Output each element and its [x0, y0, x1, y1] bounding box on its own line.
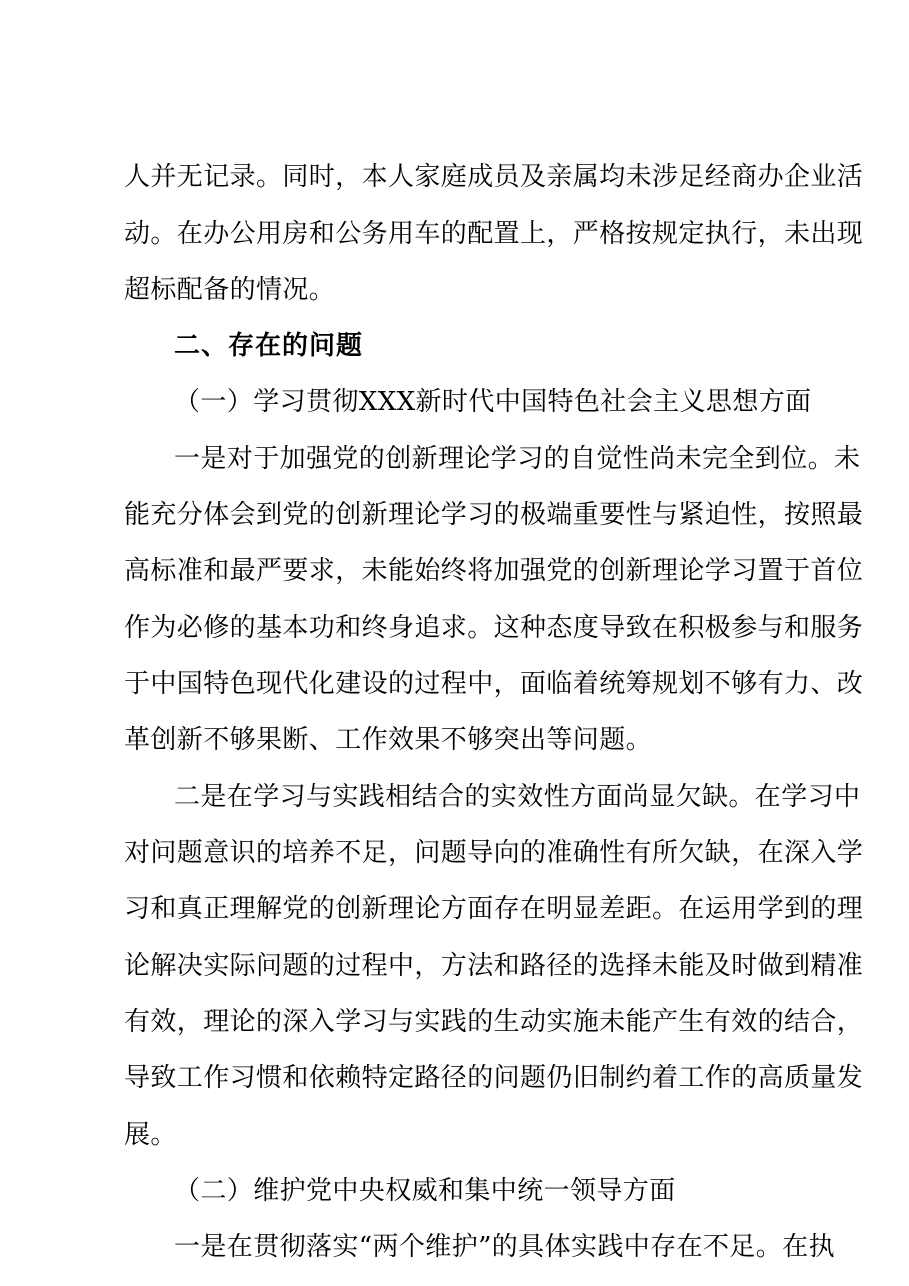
body-text-line: 导致工作习惯和依赖特定路径的问题仍旧制约着工作的高质量发: [124, 1063, 864, 1093]
body-text-line: 论解决实际问题的过程中，方法和路径的选择未能及时做到精准: [124, 951, 864, 981]
section-heading: 二、存在的问题: [174, 331, 364, 361]
body-text-line: 于中国特色现代化建设的过程中，面临着统筹规划不够有力、改: [124, 669, 864, 699]
body-text-line: 革创新不够果断、工作效果不够突出等问题。: [124, 725, 653, 755]
subsection-heading: （二）维护党中央权威和集中统一领导方面: [174, 1176, 676, 1206]
body-text-line: 作为必修的基本功和终身追求。这种态度导致在积极参与和服务: [124, 613, 864, 643]
subsection-heading: （一）学习贯彻XXX新时代中国特色社会主义思想方面: [174, 387, 812, 417]
body-text-line: 习和真正理解党的创新理论方面存在明显差距。在运用学到的理: [124, 894, 864, 924]
body-text-line: 能充分体会到党的创新理论学习的极端重要性与紧迫性，按照最: [124, 500, 864, 530]
body-text-line: 一是对于加强党的创新理论学习的自觉性尚未完全到位。未: [174, 444, 861, 474]
body-text-line: 对问题意识的培养不足，问题导向的准确性有所欠缺，在深入学: [124, 838, 864, 868]
body-text-line: 高标准和最严要求，未能始终将加强党的创新理论学习置于首位: [124, 556, 864, 586]
body-text-line: 二是在学习与实践相结合的实效性方面尚显欠缺。在学习中: [174, 782, 861, 812]
body-text-line: 有效，理论的深入学习与实践的生动实施未能产生有效的结合，: [124, 1007, 864, 1037]
body-text-line: 一是在贯彻落实“两个维护”的具体实践中存在不足。在执: [174, 1232, 835, 1262]
body-text-line: 人并无记录。同时，本人家庭成员及亲属均未涉足经商办企业活: [124, 162, 864, 192]
body-text-line: 展。: [124, 1120, 177, 1150]
body-text-line: 动。在办公用房和公务用车的配置上，严格按规定执行，未出现: [124, 219, 864, 249]
body-text-line: 超标配备的情况。: [124, 275, 336, 305]
